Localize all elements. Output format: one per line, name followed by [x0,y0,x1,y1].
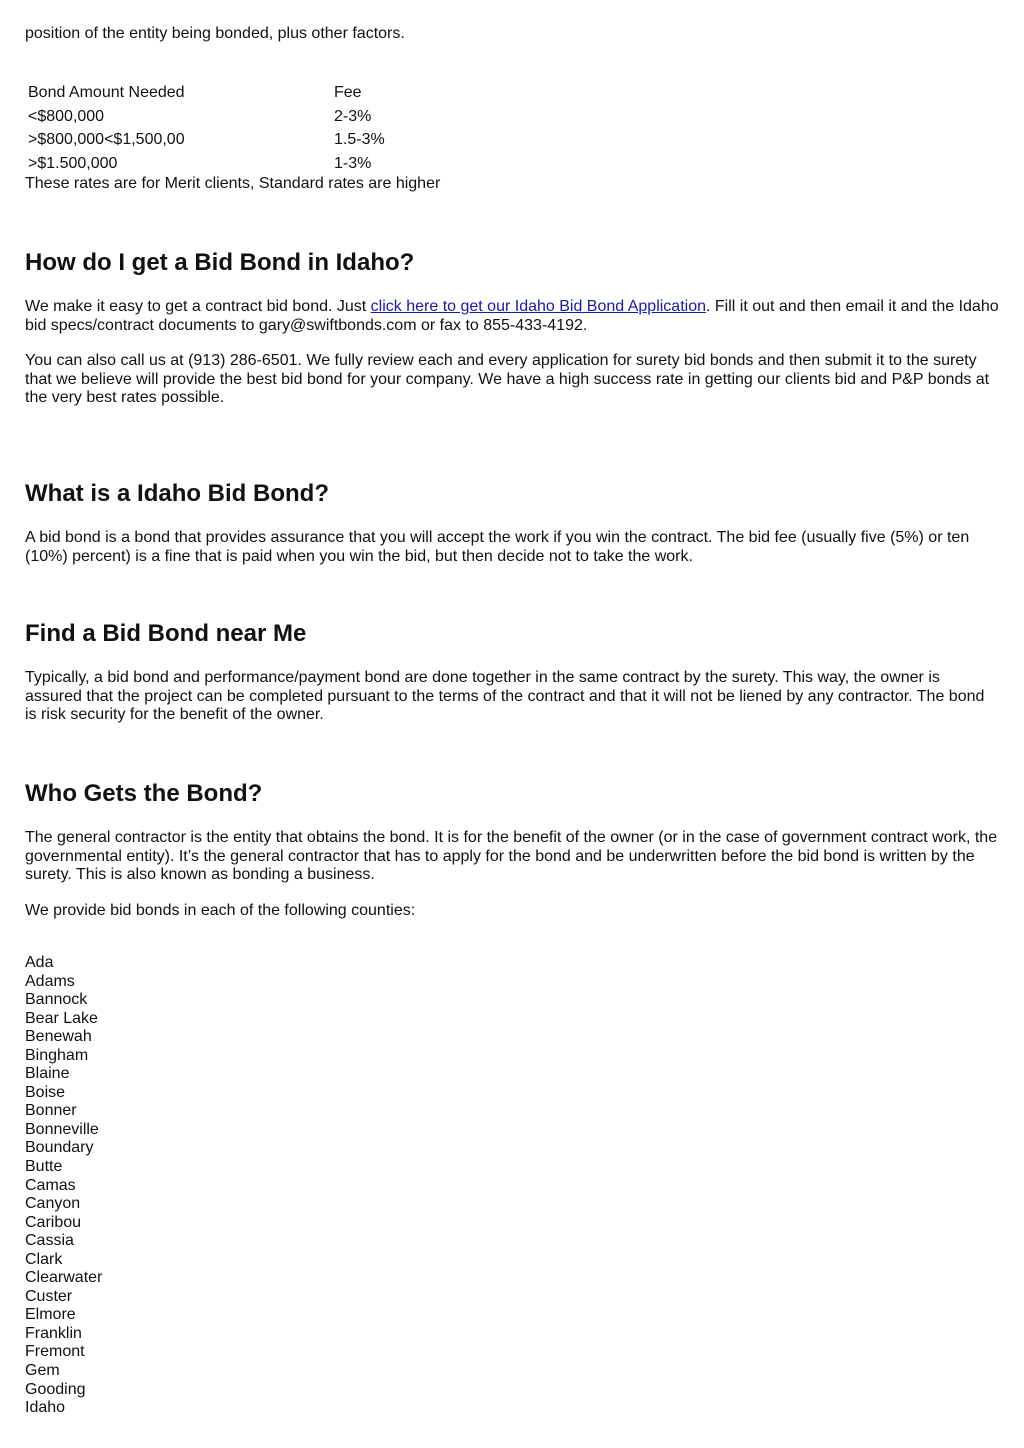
list-item: Fremont [25,1343,85,1361]
heading-what-is: What is a Idaho Bid Bond? [25,480,329,507]
rates-cell-amount: >$800,000<$1,500,00 [28,131,185,148]
rates-note: These rates are for Merit clients, Standard rates are higher [25,175,441,192]
list-item: Caribou [25,1213,82,1231]
list-item: Bonner [25,1102,77,1120]
who-paragraph-2: We provide bid bonds in each of the following counties: [25,902,416,919]
get-paragraph-2: You can also call us at (913) 286-6501. We fully review each and every application for surety bid bonds and then submit it to the surety that we believe will provide the best bid bond for your company. We have a high success rate in getting our clients bid and P&P bonds at the very best rates possible. [25,352,990,406]
rates-cell-amount: <$800,000 [28,107,105,125]
rates-cell-amount: >$1.500,000 [28,154,118,172]
rates-cell-fee: 2-3% [334,107,372,125]
list-item: Idaho [25,1399,66,1417]
heading-find: Find a Bid Bond near Me [25,620,307,647]
list-item: Gooding [25,1380,86,1398]
who-paragraph-1: The general contractor is the entity that obtains the bond. It is for the benefit of the owner (or in the case of government contract work, the governmental entity). It’s the general contractor that has to apply for the bond and be underwritten before the bid bond is written by the surety. This is also known as bonding a business. [25,829,998,883]
list-item: Custer [25,1287,73,1305]
rates-header-row [28,81,385,105]
county-list [25,954,102,1418]
list-item: Franklin [25,1324,82,1342]
list-item: Bear Lake [25,1009,98,1027]
heading-who-gets: Who Gets the Bond? [25,780,263,807]
list-item: Clearwater [25,1269,103,1287]
list-item: Adams [25,972,75,990]
list-item: Boundary [25,1139,94,1157]
rates-header-amount: Bond Amount Needed [28,84,185,101]
intro-text: position of the entity being bonded, plus other factors. [25,25,405,42]
list-item: Butte [25,1158,63,1176]
get-p1-before: We make it easy to get a contract bid bond. Just [25,298,371,315]
list-item: Bingham [25,1046,89,1064]
list-item: Gem [25,1362,60,1380]
list-item: Canyon [25,1195,81,1213]
application-link[interactable]: click here to get our Idaho Bid Bond Application [370,298,706,315]
get-paragraph-1 [25,298,1000,335]
list-item: Bannock [25,991,88,1009]
list-item: Ada [25,954,54,971]
list-item: Camas [25,1176,76,1194]
list-item: Elmore [25,1306,76,1324]
rates-row [28,152,385,176]
rates-table [28,81,385,175]
find-paragraph: Typically, a bid bond and performance/payment bond are done together in the same contract by the surety. This way, the owner is assured that the project can be completed pursuant to the terms of the contract and that it will not be liened by any contractor. The bond is risk security for the benefit of the owner. [25,669,985,723]
list-item: Blaine [25,1065,70,1083]
get-p1-after: . Fill it out and then email it and the Idaho bid specs/contract documents to gary@swiftbonds.com or fax to 855-433-4192. [25,298,999,334]
list-item: Cassia [25,1232,74,1250]
rates-cell-fee: 1.5-3% [334,131,385,148]
heading-how-to-get: How do I get a Bid Bond in Idaho? [25,249,415,276]
list-item: Clark [25,1250,63,1268]
list-item: Boise [25,1083,66,1101]
list-item: Benewah [25,1028,92,1046]
rates-cell-fee: 1-3% [334,154,372,172]
rates-row [28,128,385,152]
what-paragraph: A bid bond is a bond that provides assurance that you will accept the work if you win the contract. The bid fee (usually five (5%) or ten (10%) percent) is a fine that is paid when you win the bid, but then decide not to take the work. [25,529,970,565]
list-item: Bonneville [25,1120,99,1138]
rates-header-fee: Fee [334,84,362,101]
rates-row [28,105,385,129]
